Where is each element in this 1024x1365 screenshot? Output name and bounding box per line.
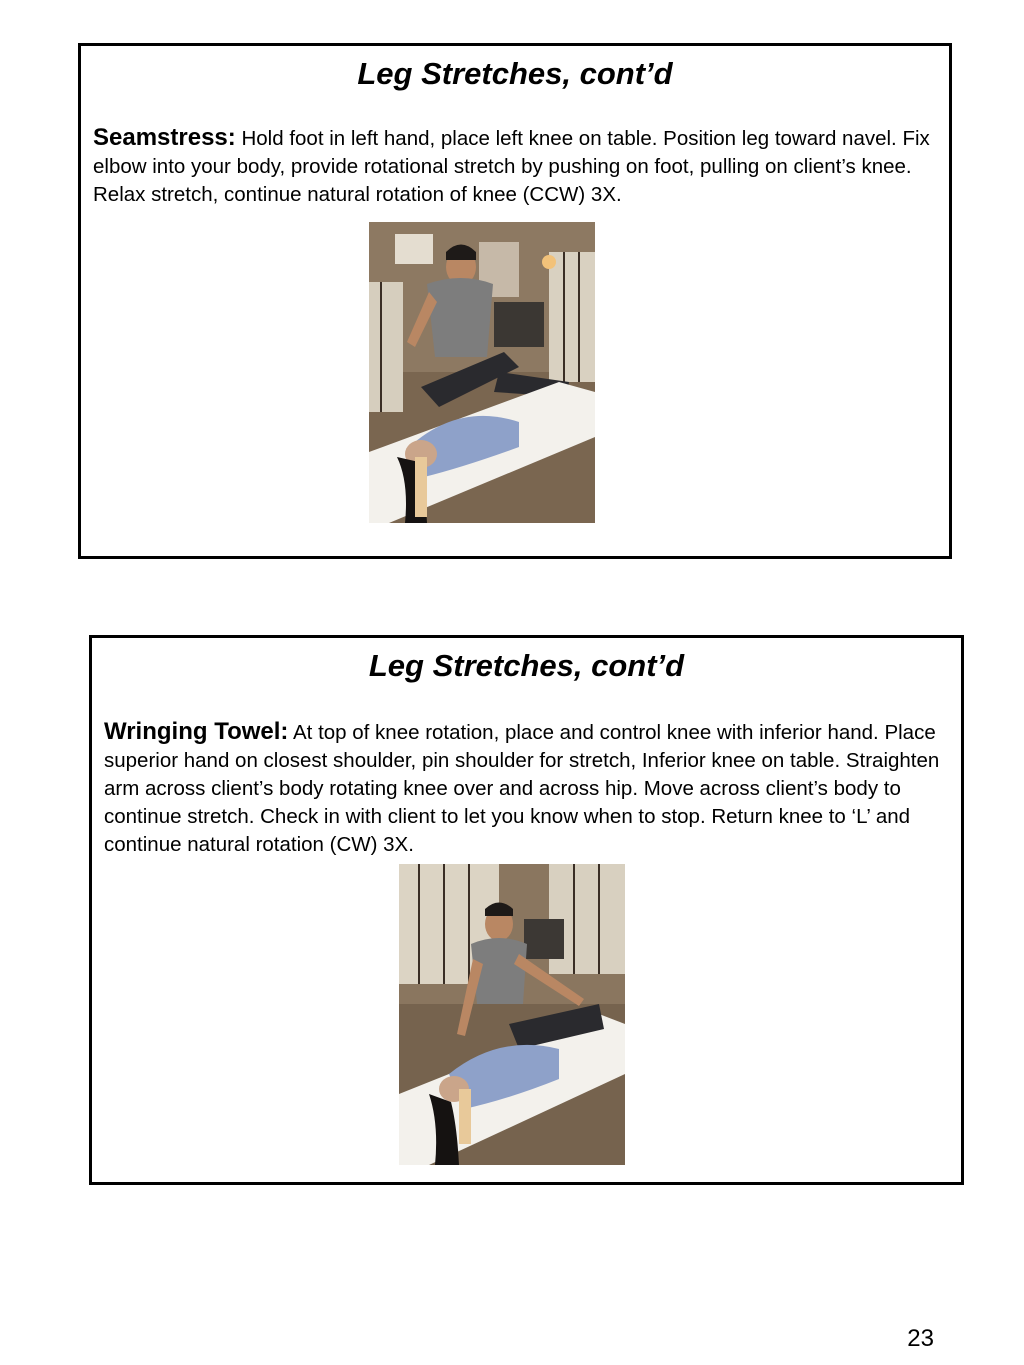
technique-instructions: Hold foot in left hand, place left knee on table. Position leg toward navel. Fix elbow into your body, provide rotational stretch by pushing on foot, pulling on client’s knee. Relax stretch, continue natural rotation of knee (CCW) 3X. (93, 127, 930, 206)
technique-name: Seamstress: (93, 124, 236, 151)
seamstress-photo (369, 222, 595, 523)
wringing-towel-photo (399, 864, 625, 1165)
technique-instructions: At top of knee rotation, place and control knee with inferior hand. Place superior hand on closest shoulder, pin shoulder for stretch, Inferior knee on table. Straighten arm across client’s body rotating knee over and across hip. Move across client’s body to continue stretch. Check in with client to let you know when to stop. Return knee to ‘L’ and continue natural rotation (CW) 3X. (104, 721, 940, 856)
slide-title: Leg Stretches, cont’d (368, 648, 685, 683)
technique-name: Wringing Towel: (104, 718, 289, 745)
slide-title: Leg Stretches, cont’d (357, 56, 673, 91)
page-number: 23 (907, 1325, 934, 1352)
slide-description (92, 718, 961, 859)
slide-description (81, 124, 949, 209)
slide-seamstress (78, 43, 952, 559)
slide-wringing-towel (89, 635, 964, 1185)
